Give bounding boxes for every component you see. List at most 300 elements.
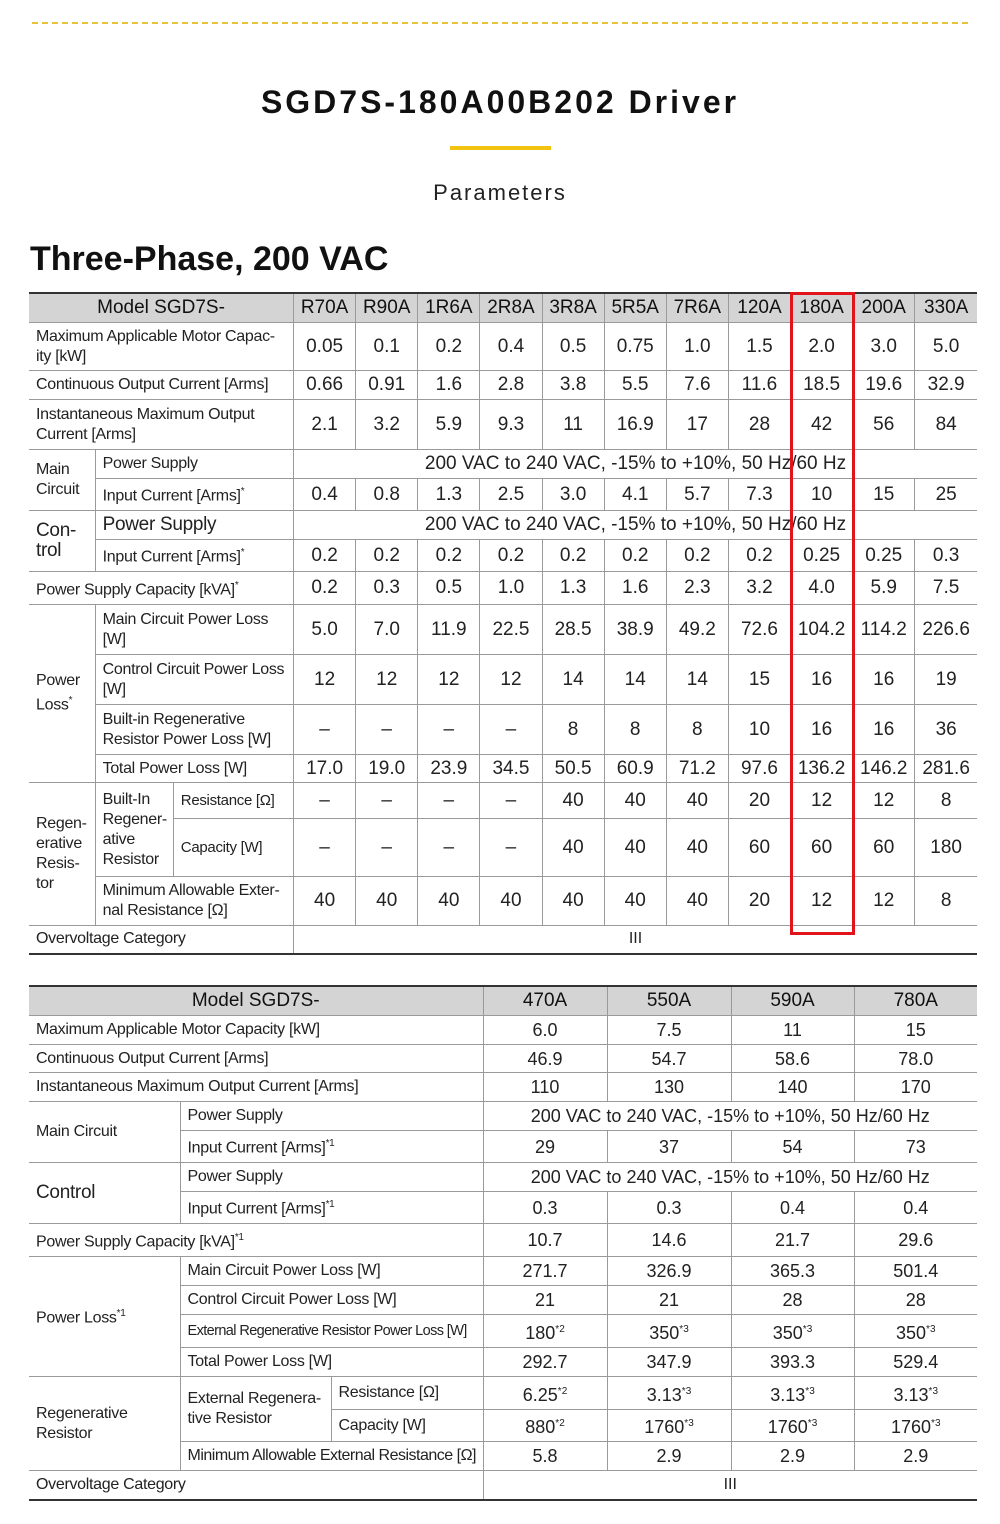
cell-value: 0.25: [853, 540, 915, 572]
cell-value: [607, 1315, 731, 1348]
title-underline: [450, 146, 551, 150]
cell-value: 0.2: [604, 540, 666, 572]
cell-value: 0.75: [604, 323, 666, 371]
cell-value: 40: [542, 819, 604, 877]
cell-value: 46.9: [483, 1045, 607, 1073]
row-label-text: Power Loss: [36, 1309, 117, 1327]
cell-value: –: [356, 705, 418, 755]
cell-value: 12: [418, 655, 480, 705]
model-col-header: 2R8A: [480, 293, 542, 323]
cell-value: 110: [483, 1073, 607, 1102]
section-heading: Three-Phase, 200 VAC: [30, 240, 389, 278]
cell-value: 1.3: [542, 572, 604, 605]
page-title: SGD7S-180A00B202 Driver: [260, 84, 740, 120]
row-label: Power Supply: [180, 1163, 483, 1192]
cell-value: 1.3: [418, 479, 480, 511]
cell-value: 5.0: [294, 605, 356, 655]
cell-value: 15: [853, 479, 915, 511]
footnote-mark: *3: [926, 1323, 936, 1335]
cell-value: 19.0: [356, 755, 418, 783]
cell-number: 3.13: [770, 1384, 806, 1405]
table-header-row: [29, 986, 977, 1016]
cell-value: –: [294, 705, 356, 755]
spec-table-large-models: [29, 985, 977, 1501]
row-label: Power Supply: [95, 450, 293, 479]
row-label: Capacity [W]: [173, 819, 293, 877]
cell-value: 14: [542, 655, 604, 705]
cell-value: 0.2: [480, 540, 542, 572]
cell-value: 17: [666, 400, 728, 450]
cell-value: 9.3: [480, 400, 542, 450]
model-col-header: R90A: [356, 293, 418, 323]
model-col-header: 330A: [915, 293, 977, 323]
footnote-mark: *3: [931, 1418, 941, 1429]
cell-value: 0.66: [294, 371, 356, 400]
row-label: Instantaneous Maximum Output Current [Arms]: [29, 400, 294, 450]
table-row: [29, 1045, 977, 1073]
model-col-header: 780A: [854, 986, 977, 1016]
cell-value: [854, 1377, 977, 1410]
cell-value: 0.25: [791, 540, 853, 572]
group-label-control: Control: [29, 1163, 180, 1224]
cell-value: 0.2: [666, 540, 728, 572]
row-label: Control Circuit Power Loss [W]: [180, 1286, 483, 1315]
cell-value: 0.4: [480, 323, 542, 371]
cell-value: 40: [604, 783, 666, 819]
cell-value: 0.3: [483, 1192, 607, 1224]
cell-number: 880: [525, 1417, 556, 1437]
cell-value: 0.2: [356, 540, 418, 572]
row-label: [180, 1131, 483, 1163]
cell-value: 16.9: [604, 400, 666, 450]
row-label: Built-in Regenerative Resistor Power Loss [W]: [95, 705, 293, 755]
cell-value: 12: [480, 655, 542, 705]
cell-number: 1760: [644, 1417, 685, 1437]
cell-value: 54.7: [607, 1045, 731, 1073]
cell-value: 15: [728, 655, 790, 705]
row-label-text: Power Loss: [36, 672, 80, 714]
row-label: Power Supply: [95, 511, 293, 540]
footnote-mark: *1: [234, 1231, 244, 1243]
cell-value: 0.91: [356, 371, 418, 400]
cell-value: 16: [791, 705, 853, 755]
row-label-text: Power Supply Capacity [kVA]: [36, 1233, 235, 1251]
cell-value: 5.8: [483, 1442, 607, 1471]
cell-value: 40: [294, 877, 356, 926]
model-col-header: 590A: [731, 986, 854, 1016]
cell-value: [731, 1410, 854, 1442]
cell-value: 49.2: [666, 605, 728, 655]
cell-value: 8: [604, 705, 666, 755]
footnote-mark: *2: [555, 1418, 565, 1429]
cell-value: 1.5: [728, 323, 790, 371]
footnote-mark: *2: [555, 1323, 565, 1335]
cell-value: 1.0: [666, 323, 728, 371]
cell-value: 40: [666, 877, 728, 926]
cell-value: 3.2: [356, 400, 418, 450]
subgroup-label-external: External Regenera- tive Resistor: [180, 1377, 331, 1442]
cell-value: 38.9: [604, 605, 666, 655]
cell-value: 0.4: [854, 1192, 977, 1224]
cell-value: 37: [607, 1131, 731, 1163]
footnote-mark: *1: [116, 1308, 126, 1320]
cell-value: 10.7: [483, 1224, 607, 1257]
model-col-header: 180A: [791, 293, 853, 323]
cell-value: 0.3: [915, 540, 977, 572]
cell-number: 350: [649, 1322, 680, 1343]
cell-number: 6.25: [522, 1384, 558, 1405]
cell-value: 16: [791, 655, 853, 705]
cell-value: [607, 1377, 731, 1410]
top-dashed-divider: [32, 22, 968, 24]
cell-value: 11: [542, 400, 604, 450]
cell-value: 0.2: [294, 572, 356, 605]
model-col-header: 550A: [607, 986, 731, 1016]
cell-value: 54: [731, 1131, 854, 1163]
cell-value: 60: [853, 819, 915, 877]
group-label-regen-resistor: Regenerative Resistor: [29, 1377, 180, 1471]
cell-value: 22.5: [480, 605, 542, 655]
cell-value: 60.9: [604, 755, 666, 783]
cell-value: 12: [294, 655, 356, 705]
row-label: Maximum Applicable Motor Capac- ity [kW]: [29, 323, 294, 371]
model-col-header: 7R6A: [666, 293, 728, 323]
cell-value: –: [480, 705, 542, 755]
cell-value: 11.9: [418, 605, 480, 655]
cell-value: 19: [915, 655, 977, 705]
row-label: Overvoltage Category: [29, 926, 294, 954]
cell-value: 16: [853, 705, 915, 755]
cell-value: 14: [604, 655, 666, 705]
row-label-text: Power Supply Capacity [kVA]: [36, 581, 235, 599]
row-label: [180, 1192, 483, 1224]
cell-value: 19.6: [853, 371, 915, 400]
cell-value: 73: [854, 1131, 977, 1163]
row-label-text: Input Current [Arms]: [187, 1200, 326, 1218]
cell-value: 200 VAC to 240 VAC, -15% to +10%, 50 Hz/60 Hz: [294, 450, 977, 479]
model-col-header: 5R5A: [604, 293, 666, 323]
cell-value: 21: [607, 1286, 731, 1315]
cell-value: 12: [853, 783, 915, 819]
cell-value: 4.1: [604, 479, 666, 511]
cell-value: 56: [853, 400, 915, 450]
cell-value: 40: [604, 877, 666, 926]
cell-value: 40: [542, 877, 604, 926]
row-label: Power Supply: [180, 1102, 483, 1131]
footnote-mark: *3: [928, 1385, 938, 1397]
cell-value: 0.2: [294, 540, 356, 572]
highlight-180a-column: [790, 292, 855, 935]
cell-value: 40: [542, 783, 604, 819]
cell-value: –: [356, 783, 418, 819]
row-label: Minimum Allowable External Resistance [Ω]: [180, 1442, 483, 1471]
cell-value: 1.6: [418, 371, 480, 400]
row-label: External Regenerative Resistor Power Loss [W]: [180, 1315, 483, 1348]
row-label: Overvoltage Category: [29, 1471, 483, 1500]
cell-value: 20: [728, 877, 790, 926]
cell-value: 12: [356, 655, 418, 705]
cell-value: 529.4: [854, 1348, 977, 1377]
cell-value: 21.7: [731, 1224, 854, 1257]
cell-value: –: [356, 819, 418, 877]
cell-value: 0.4: [731, 1192, 854, 1224]
cell-value: [731, 1315, 854, 1348]
cell-value: III: [483, 1471, 977, 1500]
cell-value: 78.0: [854, 1045, 977, 1073]
cell-value: 393.3: [731, 1348, 854, 1377]
cell-value: 5.7: [666, 479, 728, 511]
model-col-header: 3R8A: [542, 293, 604, 323]
cell-value: 8: [915, 783, 977, 819]
row-label-text: Input Current [Arms]: [102, 548, 241, 566]
footnote-mark: *: [68, 695, 73, 707]
cell-value: 12: [791, 877, 853, 926]
cell-value: [731, 1377, 854, 1410]
cell-value: 347.9: [607, 1348, 731, 1377]
table-row: [29, 1016, 977, 1045]
cell-value: 3.0: [542, 479, 604, 511]
cell-value: [854, 1315, 977, 1348]
cell-number: 3.13: [646, 1384, 682, 1405]
cell-value: 28.5: [542, 605, 604, 655]
footnote-mark: *3: [684, 1418, 694, 1429]
subgroup-label-builtin: Built-In Regener- ative Resistor: [95, 783, 173, 877]
cell-value: 12: [853, 877, 915, 926]
cell-value: 6.0: [483, 1016, 607, 1045]
row-label: [95, 540, 293, 572]
cell-value: 25: [915, 479, 977, 511]
cell-value: 0.05: [294, 323, 356, 371]
cell-value: 40: [356, 877, 418, 926]
cell-value: 10: [791, 479, 853, 511]
cell-value: 2.9: [607, 1442, 731, 1471]
model-header: Model SGD7S-: [29, 293, 294, 323]
row-label: [29, 572, 294, 605]
cell-number: 3.13: [893, 1384, 929, 1405]
cell-value: [483, 1377, 607, 1410]
cell-value: 28: [731, 1286, 854, 1315]
cell-value: 0.2: [542, 540, 604, 572]
footnote-mark: *3: [802, 1323, 813, 1335]
cell-value: –: [294, 819, 356, 877]
cell-value: –: [480, 783, 542, 819]
row-label: Maximum Applicable Motor Capacity [kW]: [29, 1016, 483, 1045]
cell-value: 2.9: [854, 1442, 977, 1471]
group-label-regen-resistor: Regen- erative Resis- tor: [29, 783, 95, 926]
cell-value: 17.0: [294, 755, 356, 783]
cell-value: 28: [728, 400, 790, 450]
cell-value: 5.9: [418, 400, 480, 450]
cell-value: 34.5: [480, 755, 542, 783]
cell-value: 5.5: [604, 371, 666, 400]
cell-value: 3.0: [853, 323, 915, 371]
footnote-mark: *3: [805, 1385, 815, 1397]
cell-value: –: [418, 819, 480, 877]
cell-value: 72.6: [728, 605, 790, 655]
cell-value: 226.6: [915, 605, 977, 655]
model-col-header: R70A: [294, 293, 356, 323]
footnote-mark: *: [240, 486, 245, 498]
cell-value: 292.7: [483, 1348, 607, 1377]
page-subtitle: Parameters: [433, 180, 567, 205]
cell-value: [854, 1410, 977, 1442]
row-label: Continuous Output Current [Arms]: [29, 371, 294, 400]
cell-value: [483, 1315, 607, 1348]
row-label: Instantaneous Maximum Output Current [Arms]: [29, 1073, 483, 1102]
cell-value: 3.2: [728, 572, 790, 605]
cell-value: 21: [483, 1286, 607, 1315]
row-label: [29, 1224, 483, 1257]
row-label: Resistance [Ω]: [331, 1377, 483, 1410]
cell-value: 11.6: [728, 371, 790, 400]
cell-value: 71.2: [666, 755, 728, 783]
cell-value: –: [480, 819, 542, 877]
cell-value: 29.6: [854, 1224, 977, 1257]
cell-value: 2.1: [294, 400, 356, 450]
cell-value: 5.9: [853, 572, 915, 605]
footnote-mark: *3: [679, 1323, 689, 1335]
cell-value: 14: [666, 655, 728, 705]
cell-value: 146.2: [853, 755, 915, 783]
cell-value: 8: [542, 705, 604, 755]
footnote-mark: *: [240, 547, 245, 559]
group-label-main-circuit: Main Circuit: [29, 1102, 180, 1163]
cell-value: 271.7: [483, 1257, 607, 1286]
cell-value: 2.9: [731, 1442, 854, 1471]
cell-value: 11: [731, 1016, 854, 1045]
cell-value: 16: [853, 655, 915, 705]
cell-value: 15: [854, 1016, 977, 1045]
cell-value: 0.3: [607, 1192, 731, 1224]
cell-value: 104.2: [791, 605, 853, 655]
cell-value: 0.5: [542, 323, 604, 371]
cell-value: 2.3: [666, 572, 728, 605]
cell-number: 350: [772, 1322, 803, 1343]
cell-value: 0.8: [356, 479, 418, 511]
cell-value: 281.6: [915, 755, 977, 783]
cell-value: 1.0: [480, 572, 542, 605]
footnote-mark: *: [234, 579, 239, 591]
cell-value: –: [418, 705, 480, 755]
cell-value: 97.6: [728, 755, 790, 783]
table-row: [29, 1102, 977, 1131]
cell-value: 7.5: [607, 1016, 731, 1045]
cell-value: 2.8: [480, 371, 542, 400]
cell-value: 7.3: [728, 479, 790, 511]
cell-value: 7.0: [356, 605, 418, 655]
cell-value: –: [418, 783, 480, 819]
cell-value: 140: [731, 1073, 854, 1102]
cell-value: 0.1: [356, 323, 418, 371]
cell-value: III: [294, 926, 977, 954]
cell-value: [607, 1410, 731, 1442]
table-row: [29, 1377, 977, 1410]
cell-value: 170: [854, 1073, 977, 1102]
cell-value: 84: [915, 400, 977, 450]
cell-value: 29: [483, 1131, 607, 1163]
cell-value: 50.5: [542, 755, 604, 783]
row-label-text: Input Current [Arms]: [187, 1139, 326, 1157]
cell-value: 2.5: [480, 479, 542, 511]
footnote-mark: *1: [325, 1199, 335, 1211]
cell-value: 12: [791, 783, 853, 819]
row-label: Control Circuit Power Loss [W]: [95, 655, 293, 705]
footnote-mark: *2: [557, 1385, 568, 1397]
table-row: [29, 1163, 977, 1192]
model-col-header: 200A: [853, 293, 915, 323]
model-col-header: 470A: [483, 986, 607, 1016]
cell-value: 200 VAC to 240 VAC, -15% to +10%, 50 Hz/60 Hz: [483, 1102, 977, 1131]
table-row: [29, 1257, 977, 1286]
row-label: Main Circuit Power Loss [W]: [180, 1257, 483, 1286]
row-label: Minimum Allowable Exter- nal Resistance [Ω]: [95, 877, 293, 926]
table-row: [29, 1073, 977, 1102]
row-label: [95, 479, 293, 511]
cell-value: 0.4: [294, 479, 356, 511]
cell-value: –: [294, 783, 356, 819]
cell-number: 180: [525, 1322, 556, 1343]
cell-value: 60: [791, 819, 853, 877]
cell-value: 18.5: [791, 371, 853, 400]
cell-number: 1760: [767, 1417, 808, 1437]
row-label-text: Input Current [Arms]: [102, 487, 241, 505]
cell-value: 40: [604, 819, 666, 877]
cell-value: 0.2: [728, 540, 790, 572]
cell-value: 32.9: [915, 371, 977, 400]
model-header: Model SGD7S-: [29, 986, 483, 1016]
footnote-mark: *3: [807, 1418, 818, 1429]
cell-value: 28: [854, 1286, 977, 1315]
cell-value: 7.6: [666, 371, 728, 400]
cell-value: 1.6: [604, 572, 666, 605]
row-label: Total Power Loss [W]: [95, 755, 293, 783]
cell-number: 350: [896, 1322, 927, 1343]
cell-value: 200 VAC to 240 VAC, -15% to +10%, 50 Hz/60 Hz: [294, 511, 977, 540]
cell-value: 60: [728, 819, 790, 877]
cell-value: 23.9: [418, 755, 480, 783]
row-label: Total Power Loss [W]: [180, 1348, 483, 1377]
cell-value: 58.6: [731, 1045, 854, 1073]
table-row: [29, 1224, 977, 1257]
row-label: Capacity [W]: [331, 1410, 483, 1442]
cell-value: 4.0: [791, 572, 853, 605]
cell-value: 40: [666, 783, 728, 819]
cell-value: [483, 1410, 607, 1442]
cell-value: 3.8: [542, 371, 604, 400]
model-col-header: 120A: [728, 293, 790, 323]
cell-value: 40: [666, 819, 728, 877]
cell-value: 114.2: [853, 605, 915, 655]
cell-value: 5.0: [915, 323, 977, 371]
cell-value: 0.2: [418, 540, 480, 572]
cell-value: 40: [480, 877, 542, 926]
cell-value: 14.6: [607, 1224, 731, 1257]
cell-value: 200 VAC to 240 VAC, -15% to +10%, 50 Hz/60 Hz: [483, 1163, 977, 1192]
cell-value: 8: [666, 705, 728, 755]
cell-value: 42: [791, 400, 853, 450]
group-label-control: Con- trol: [29, 511, 95, 572]
cell-value: 2.0: [791, 323, 853, 371]
row-label: Continuous Output Current [Arms]: [29, 1045, 483, 1073]
cell-value: 20: [728, 783, 790, 819]
cell-value: 180: [915, 819, 977, 877]
cell-value: 365.3: [731, 1257, 854, 1286]
cell-value: 7.5: [915, 572, 977, 605]
row-label: Main Circuit Power Loss [W]: [95, 605, 293, 655]
group-label-main-circuit: Main Circuit: [29, 450, 95, 511]
cell-value: 36: [915, 705, 977, 755]
group-label-power-loss: [29, 1257, 180, 1377]
